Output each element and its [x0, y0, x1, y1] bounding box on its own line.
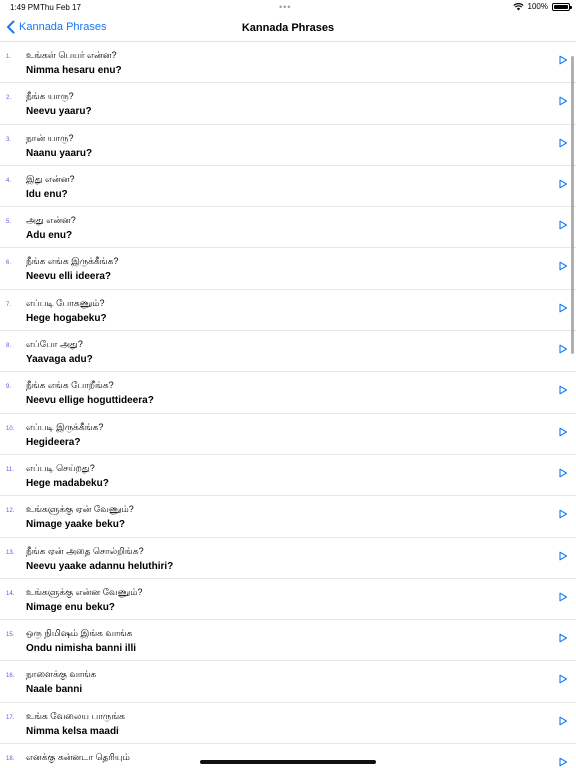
phrase-number: 13. — [6, 549, 15, 556]
phrase-number: 16. — [6, 673, 15, 680]
phrase-number: 12. — [6, 508, 15, 515]
phrase-kannada: Idu enu? — [26, 188, 68, 200]
battery-icon — [552, 3, 570, 11]
play-icon[interactable] — [558, 757, 568, 767]
play-icon[interactable] — [558, 551, 568, 561]
phrase-list[interactable] — [0, 42, 576, 768]
phrase-tamil: உங்களுக்கு ஏன் வேணும்? — [26, 504, 134, 515]
phrase-number: 4. — [6, 177, 12, 184]
play-icon[interactable] — [558, 592, 568, 602]
list-item[interactable] — [0, 496, 576, 537]
play-icon[interactable] — [558, 138, 568, 148]
phrase-tamil: நான் யாரு? — [26, 132, 74, 143]
page-title: Kannada Phrases — [241, 22, 335, 34]
phrase-kannada: Naanu yaaru? — [26, 147, 93, 159]
phrase-kannada: Neevu ellige hoguttideera? — [26, 395, 154, 407]
phrase-tamil: நாளைக்கு வாங்க — [26, 669, 97, 680]
phrase-number: 2. — [6, 95, 12, 102]
list-item[interactable] — [0, 744, 576, 768]
status-time: 1:49 PM — [10, 3, 40, 12]
phrase-tamil: நீங்க யாரு? — [26, 91, 74, 102]
play-icon[interactable] — [558, 179, 568, 189]
play-icon[interactable] — [558, 303, 568, 313]
phrase-tamil: உங்களுக்கு என்ன வேணும்? — [26, 586, 143, 597]
play-icon[interactable] — [558, 220, 568, 230]
phrase-kannada: Hege hogabeku? — [26, 312, 107, 324]
phrase-kannada: Neevu elli ideera? — [26, 271, 112, 283]
play-icon[interactable] — [558, 674, 568, 684]
phrase-tamil: உங்கள் பெயர் என்ன? — [26, 50, 117, 60]
status-bar — [0, 0, 576, 14]
phrase-tamil: எப்படி இருக்கீங்க? — [26, 421, 104, 432]
phrase-kannada: Hege madabeku? — [26, 477, 109, 489]
status-date: Thu Feb 17 — [40, 3, 81, 12]
home-indicator[interactable] — [200, 760, 376, 764]
list-item[interactable] — [0, 166, 576, 207]
phrase-kannada: Neevu yaake adannu heluthiri? — [26, 560, 174, 572]
phrase-tamil: நீங்க ஏன் அதை சொல்றிங்க? — [26, 545, 144, 556]
play-icon[interactable] — [558, 427, 568, 437]
phrase-number: 15. — [6, 632, 15, 639]
list-item[interactable] — [0, 248, 576, 289]
phrase-number: 9. — [6, 384, 12, 391]
list-item[interactable] — [0, 372, 576, 413]
back-button-label: Kannada Phrases — [19, 21, 107, 33]
list-item[interactable] — [0, 661, 576, 702]
battery-percent: 100% — [527, 2, 548, 11]
phrase-kannada: Nimage enu beku? — [26, 601, 115, 613]
phrase-kannada: Nimma kelsa maadi — [26, 725, 119, 737]
phrase-kannada: Nimma hesaru enu? — [26, 65, 122, 76]
list-item[interactable] — [0, 703, 576, 744]
status-indicators — [513, 2, 570, 11]
phrase-tamil: இது என்ன? — [26, 173, 75, 184]
phrase-tamil: எனக்கு கன்னடா தெரியும் — [26, 752, 130, 763]
phrase-kannada: Naale banni — [26, 684, 83, 696]
play-icon[interactable] — [558, 633, 568, 643]
multitasking-dots[interactable]: ••• — [279, 2, 292, 12]
list-item[interactable] — [0, 83, 576, 124]
phrase-kannada: Yaavaga adu? — [26, 354, 93, 366]
phrase-tamil: எப்படி செய்றது? — [26, 462, 95, 473]
phrase-number: 10. — [6, 425, 15, 432]
phrase-kannada: Nimage yaake beku? — [26, 519, 125, 531]
list-item[interactable] — [0, 207, 576, 248]
phrase-number: 8. — [6, 343, 12, 350]
phrase-kannada: Adu enu? — [26, 230, 73, 242]
list-item[interactable] — [0, 42, 576, 83]
phrase-kannada: Neevu yaaru? — [26, 106, 92, 118]
phrase-number: 14. — [6, 590, 15, 597]
phrase-tamil: நீங்க எங்க போறீங்க? — [26, 380, 114, 391]
phrase-number: 7. — [6, 301, 12, 308]
list-item[interactable] — [0, 290, 576, 331]
phrase-tamil: உங்க வேலைய பாருங்க — [26, 710, 125, 721]
phrase-tamil: ஒரு நிமிஷம் இங்க வாங்க — [26, 628, 133, 639]
list-item[interactable] — [0, 579, 576, 620]
play-icon[interactable] — [558, 716, 568, 726]
play-icon[interactable] — [558, 344, 568, 354]
phrase-kannada: Ondu nimisha banni illi — [26, 643, 137, 655]
play-icon[interactable] — [558, 468, 568, 478]
phrase-number: 1. — [6, 54, 12, 60]
list-item[interactable] — [0, 125, 576, 166]
phrase-number: 18. — [6, 756, 15, 763]
phrase-tamil: எப்போ அது? — [26, 339, 83, 350]
phrase-number: 5. — [6, 219, 12, 226]
navigation-bar — [0, 14, 576, 42]
play-icon[interactable] — [558, 55, 568, 65]
play-icon[interactable] — [558, 509, 568, 519]
phrase-tamil: அது என்ன? — [26, 215, 76, 226]
list-item[interactable] — [0, 538, 576, 579]
phrase-tamil: எப்படி போகணும்? — [26, 297, 105, 308]
scroll-indicator[interactable] — [571, 56, 574, 354]
phrase-number: 17. — [6, 714, 15, 721]
list-item[interactable] — [0, 331, 576, 372]
phrase-number: 6. — [6, 260, 12, 267]
list-item[interactable] — [0, 620, 576, 661]
phrase-kannada: Hegideera? — [26, 436, 81, 448]
play-icon[interactable] — [558, 385, 568, 395]
play-icon[interactable] — [558, 261, 568, 271]
list-item[interactable] — [0, 414, 576, 455]
phrase-number: 3. — [6, 136, 12, 143]
list-item[interactable] — [0, 455, 576, 496]
wifi-icon — [513, 3, 524, 11]
phrase-tamil: நீங்க எங்க இருக்கீங்க? — [26, 256, 119, 267]
phrase-number: 11. — [6, 466, 14, 473]
play-icon[interactable] — [558, 96, 568, 106]
